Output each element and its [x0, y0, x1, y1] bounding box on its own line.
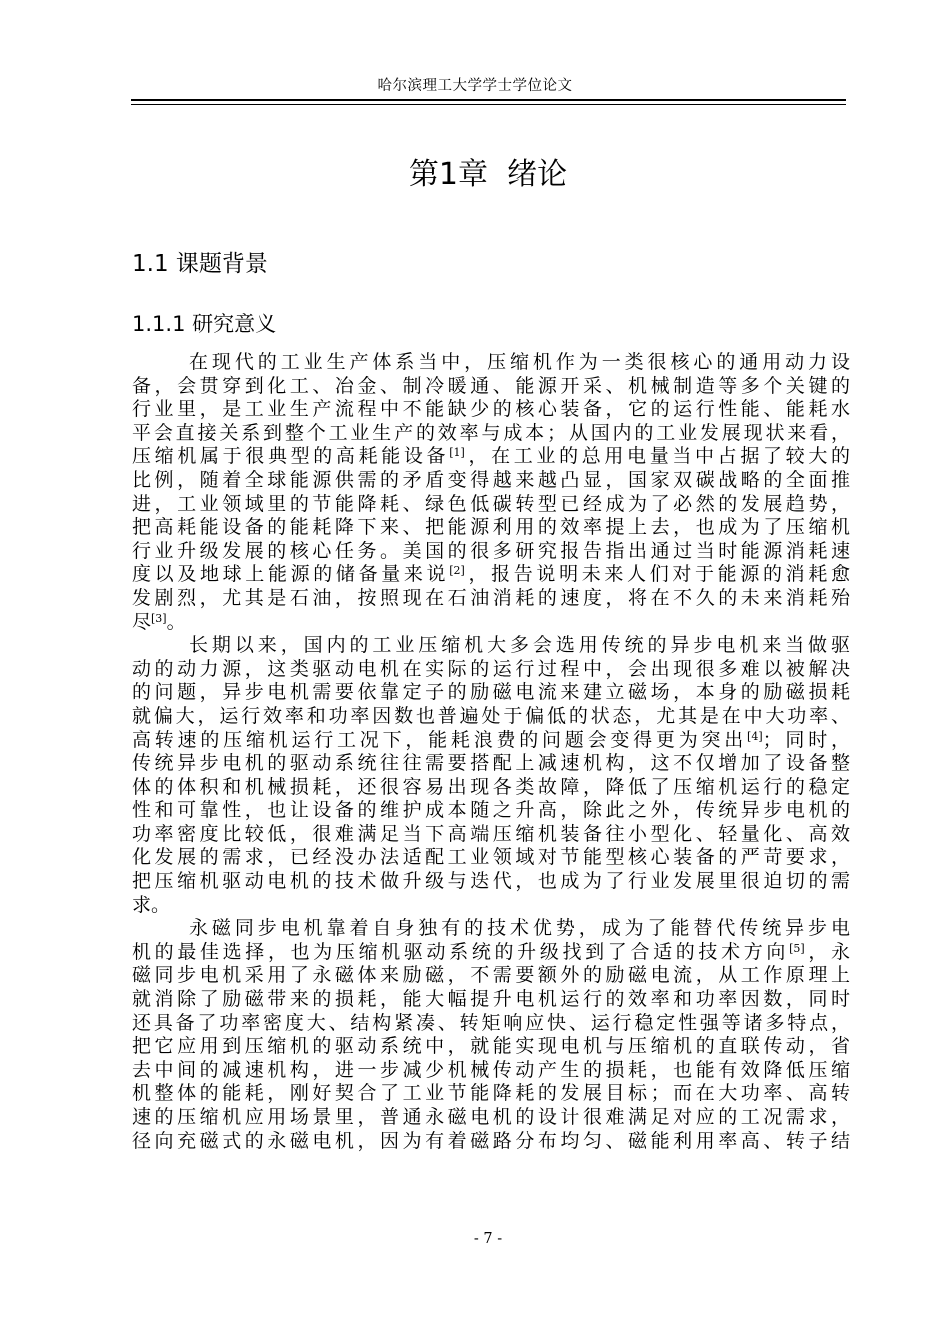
text-line: 平会直接关系到整个工业生产的效率与成本；从国内的工业发展现状来看， [132, 421, 850, 444]
body-text [132, 351, 850, 1153]
text-line: 磁同步电机采用了永磁体来励磁，不需要额外的励磁电流，从工作原理上 [132, 964, 850, 987]
text-line: 长期以来，国内的工业压缩机大多会选用传统的异步电机来当做驱 [189, 634, 850, 657]
text-line: 发剧烈，尤其是石油，按照现在石油消耗的速度，将在不久的未来消耗殆 [132, 586, 850, 609]
text-line: 高转速的压缩机运行工况下，能耗浪费的问题会变得更为突出[4]；同时， [132, 728, 850, 751]
section-title: 1.1 课题背景 [132, 251, 268, 277]
text-line: 就偏大，运行效率和功率因数也普遍处于偏低的状态，尤其是在中大功率、 [132, 704, 850, 727]
text-line: 的问题，异步电机需要依靠定子的励磁电流来建立磁场，本身的励磁损耗 [132, 681, 850, 704]
citation-1: [1] [449, 446, 465, 460]
running-header: 哈尔滨理工大学学士学位论文 [377, 78, 573, 94]
text-line: 机整体的能耗，刚好契合了工业节能降耗的发展目标；而在大功率、高转 [132, 1082, 850, 1105]
text-line: 功率密度比较低，很难满足当下高端压缩机装备往小型化、轻量化、高效 [132, 822, 850, 845]
text-line: 备，会贯穿到化工、冶金、制冷暖通、能源开采、机械制造等多个关键的 [132, 374, 850, 397]
text-line: 机的最佳选择，也为压缩机驱动系统的升级找到了合适的技术方向[5]，永 [132, 940, 850, 963]
text-line: 速的压缩机应用场景里，普通永磁电机的设计很难满足对应的工况需求， [132, 1106, 850, 1128]
citation-3: [3] [151, 611, 167, 625]
text-line: 传统异步电机的驱动系统往往需要搭配上减速机构，这不仅增加了设备整 [132, 752, 850, 775]
text-line: 去中间的减速机构，进一步减少机械传动产生的损耗，也能有效降低压缩 [132, 1058, 850, 1081]
text-line: 性和可靠性，也让设备的维护成本随之升高，除此之外，传统异步电机的 [132, 799, 850, 822]
text-line: 进，工业领域里的节能降耗、绿色低碳转型已经成为了必然的发展趋势， [132, 492, 850, 515]
text-line: 化发展的需求，已经没办法适配工业领域对节能型核心装备的严苛要求， [132, 846, 850, 869]
text-line: 体的体积和机械损耗，还很容易出现各类故障，降低了压缩机运行的稳定 [132, 775, 850, 798]
header-rule-thin [131, 104, 846, 105]
text-line: 径向充磁式的永磁电机，因为有着磁路分布均匀、磁能利用率高、转子结 [132, 1129, 850, 1152]
text-line: 求。 [132, 893, 171, 916]
text-line: 把它应用到压缩机的驱动系统中，就能实现电机与压缩机的直联传动，省 [132, 1035, 850, 1058]
text-line: 度以及地球上能源的储备量来说[2]，报告说明未来人们对于能源的消耗愈 [132, 563, 850, 586]
text-line: 压缩机属于很典型的高耗能设备[1]，在工业的总用电量当中占据了较大的 [132, 445, 850, 468]
chapter-title: 第1章 绪论 [408, 157, 568, 192]
header-rule-thick [131, 99, 846, 101]
text-line: 行业里，是工业生产流程中不能缺少的核心装备，它的运行性能、能耗水 [132, 398, 850, 421]
text-line: 尽[3]。 [132, 610, 186, 633]
citation-5: [5] [789, 941, 805, 955]
text-line: 把压缩机驱动电机的技术做升级与迭代，也成为了行业发展里很迫切的需 [132, 870, 850, 893]
text-line: 在现代的工业生产体系当中，压缩机作为一类很核心的通用动力设 [189, 351, 850, 373]
text-line: 永磁同步电机靠着自身独有的技术优势，成为了能替代传统异步电 [189, 917, 850, 940]
text-line: 把高耗能设备的能耗降下来、把能源利用的效率提上去，也成为了压缩机 [132, 516, 850, 539]
text-line: 行业升级发展的核心任务。美国的很多研究报告指出通过当时能源消耗速 [132, 539, 850, 562]
page-number: - 7 - [473, 1231, 503, 1247]
text-line: 就消除了励磁带来的损耗，能大幅提升电机运行的效率和功率因数，同时 [132, 988, 850, 1011]
citation-4: [4] [747, 729, 763, 743]
subsection-title: 1.1.1 研究意义 [132, 312, 277, 336]
text-line: 动的动力源，这类驱动电机在实际的运行过程中，会出现很多难以被解决 [132, 657, 850, 680]
text-line: 比例，随着全球能源供需的矛盾变得越来越凸显，国家双碳战略的全面推 [132, 468, 850, 491]
text-line: 还具备了功率密度大、结构紧凑、转矩响应快、运行稳定性强等诸多特点， [132, 1011, 850, 1034]
citation-2: [2] [449, 564, 465, 578]
